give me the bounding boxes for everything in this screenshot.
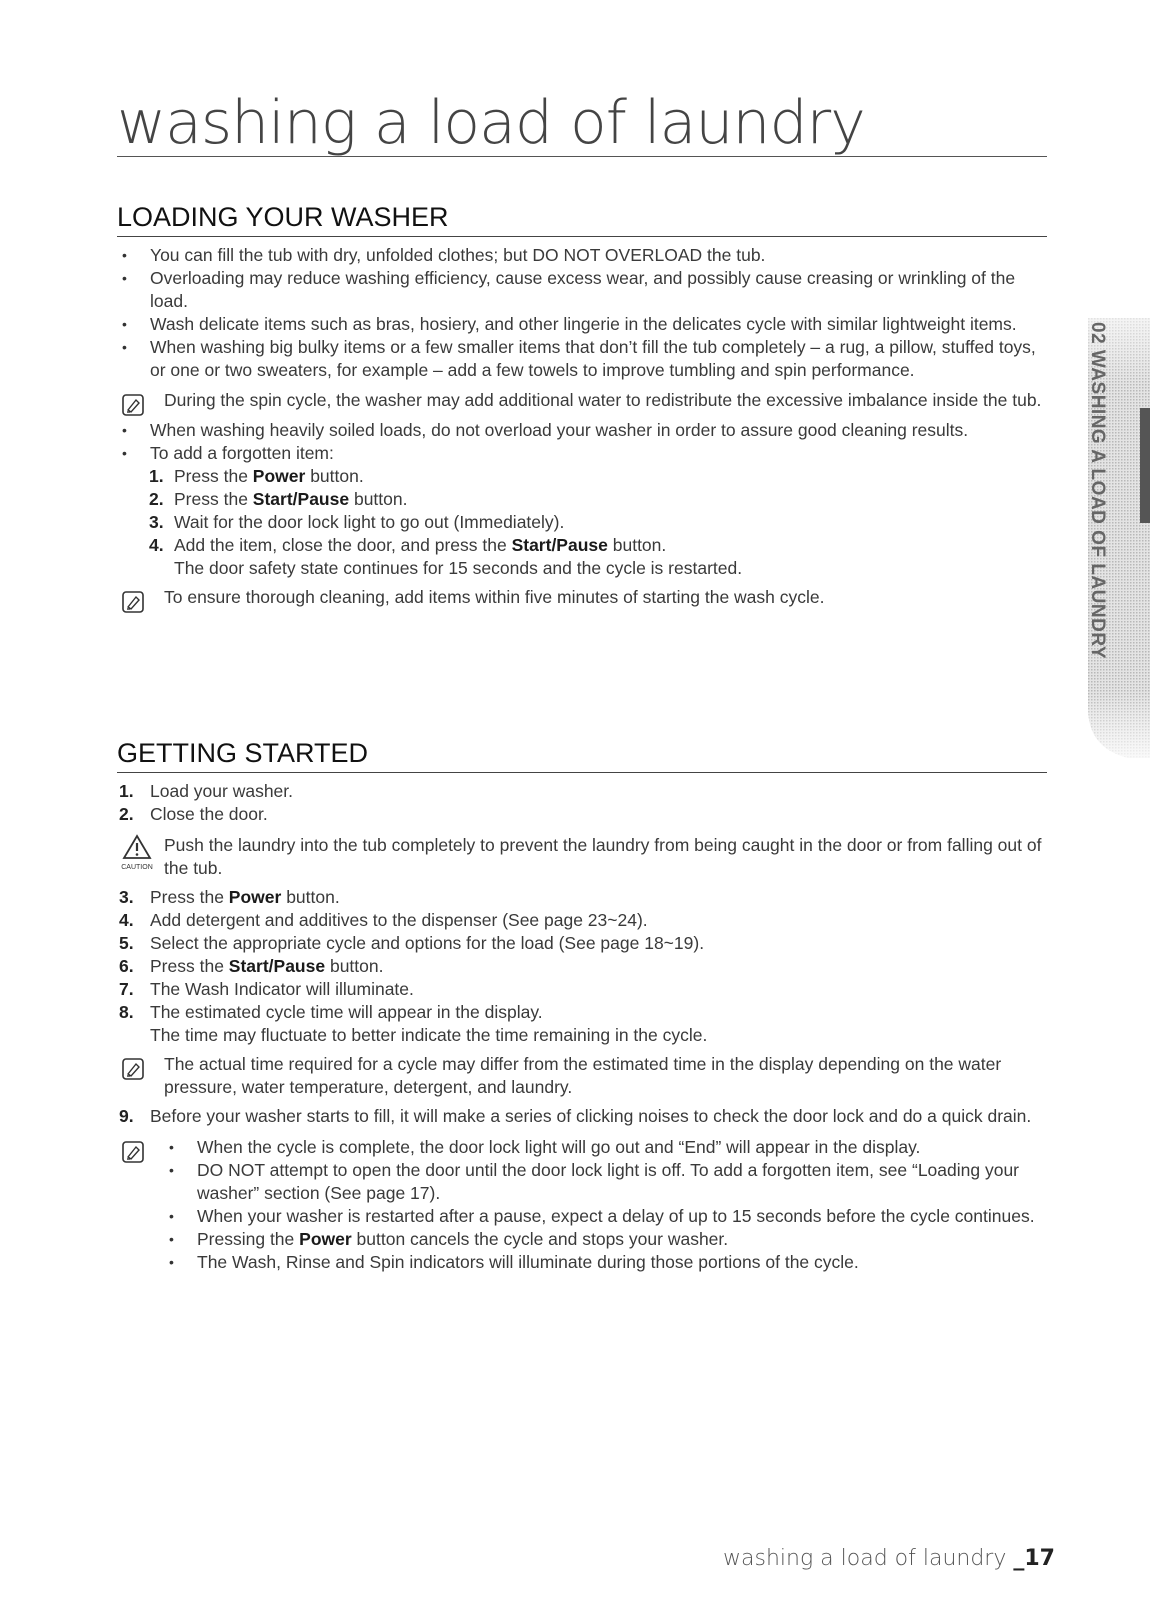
caution-block [117, 834, 1052, 880]
list-item: • Pressing the Power button cancels the cycle and stops your washer. [164, 1228, 1052, 1251]
note-text: During the spin cycle, the washer may add additional water to redistribute the excessive imbalance inside the tub. [164, 390, 1042, 410]
note-text: To ensure thorough cleaning, add items within five minutes of starting the wash cycle. [164, 587, 825, 607]
loading-section-body [117, 244, 1052, 609]
caution-label: CAUTION [121, 864, 153, 871]
step-item: 3. Press the Power button. [119, 887, 340, 907]
step-item: 3. Wait for the door lock light to go out (Immediately). [149, 512, 565, 532]
footer-title: washing a load of laundry [723, 1546, 1014, 1571]
start-step-9 [117, 1105, 1052, 1128]
note-text: The actual time required for a cycle may differ from the estimated time in the display depending on the water pressure, water temperature, detergent, and laundry. [164, 1054, 1002, 1097]
list-item: • Wash delicate items such as bras, hosiery, and other lingerie in the delicates cycle with similar lightweight items. [117, 313, 1052, 336]
caution-text: Push the laundry into the tub completely to prevent the laundry from being caught in the door or from falling out of the tub. [164, 835, 1042, 878]
note-block [117, 1136, 1052, 1274]
list-item: • DO NOT attempt to open the door until the door lock light is off. To add a forgotten item, see “Loading your washer” section (See page 17). [164, 1159, 1052, 1205]
step-item: 7. The Wash Indicator will illuminate. [119, 979, 414, 999]
loading-bullets [117, 244, 1052, 382]
note-icon [121, 1140, 145, 1164]
note-icon [121, 1057, 145, 1081]
note-block [117, 586, 1052, 609]
list-item: • The Wash, Rinse and Spin indicators will illuminate during those portions of the cycle. [164, 1251, 1052, 1274]
step-item: 5. Select the appropriate cycle and options for the load (See page 18~19). [119, 933, 705, 953]
step-item: 1. Load your washer. [119, 781, 294, 801]
note-block [117, 389, 1052, 412]
list-item: • When your washer is restarted after a pause, expect a delay of up to 15 seconds before the cycle continues. [164, 1205, 1052, 1228]
loading-bullets-2 [117, 419, 1052, 465]
step-item: 9. Before your washer starts to fill, it will make a series of clicking noises to check the door lock and do a quick drain. [119, 1106, 1032, 1126]
chapter-side-tab [1088, 318, 1150, 758]
list-item: • Overloading may reduce washing efficiency, cause excess wear, and possibly cause creasing or wrinkling of the load. [117, 267, 1052, 313]
caution-icon [121, 834, 153, 872]
list-item: • You can fill the tub with dry, unfolded clothes; but DO NOT OVERLOAD the tub. [117, 244, 1052, 267]
step-item: 1. Press the Power button. [149, 466, 364, 486]
start-steps-b [117, 886, 1052, 1047]
side-tab-label: 02 WASHING A LOAD OF LAUNDRY [1087, 322, 1108, 660]
note-icon [121, 393, 145, 417]
forgotten-item-steps [147, 465, 1052, 580]
getting-started-body [117, 780, 1052, 1274]
list-item: • When the cycle is complete, the door lock light will go out and “End” will appear in the display. [164, 1136, 1052, 1159]
list-item: • To add a forgotten item: [117, 442, 1052, 465]
step-item: 8. The estimated cycle time will appear in the display. The time may fluctuate to better indicate the time remaining in the cycle. [119, 1002, 708, 1045]
list-item: • When washing big bulky items or a few smaller items that don’t fill the tub completely – a rug, a pillow, stuffed toys, or one or two sweaters, for example – add a few towels to improve tumbling and spin performance. [117, 336, 1052, 382]
step-item: 4. Add the item, close the door, and press the Start/Pause button. The door safety state continues for 15 seconds and the cycle is restarted. [149, 535, 743, 578]
step-item: 2. Press the Start/Pause button. [149, 489, 408, 509]
section-heading-getting-started: GETTING STARTED [117, 738, 1047, 773]
note-icon [121, 590, 145, 614]
start-steps-a [117, 780, 1052, 826]
page-title: washing a load of laundry [117, 92, 1047, 157]
step-item: 4. Add detergent and additives to the dispenser (See page 23~24). [119, 910, 648, 930]
step-item: 2. Close the door. [119, 804, 268, 824]
note-block [117, 1053, 1052, 1099]
section-heading-loading: LOADING YOUR WASHER [117, 202, 1047, 237]
page-number: _17 [1013, 1546, 1055, 1571]
step-item: 6. Press the Start/Pause button. [119, 956, 384, 976]
list-item: • When washing heavily soiled loads, do not overload your washer in order to assure good cleaning results. [117, 419, 1052, 442]
note-bullets [164, 1136, 1052, 1274]
page-footer [723, 1546, 1055, 1571]
